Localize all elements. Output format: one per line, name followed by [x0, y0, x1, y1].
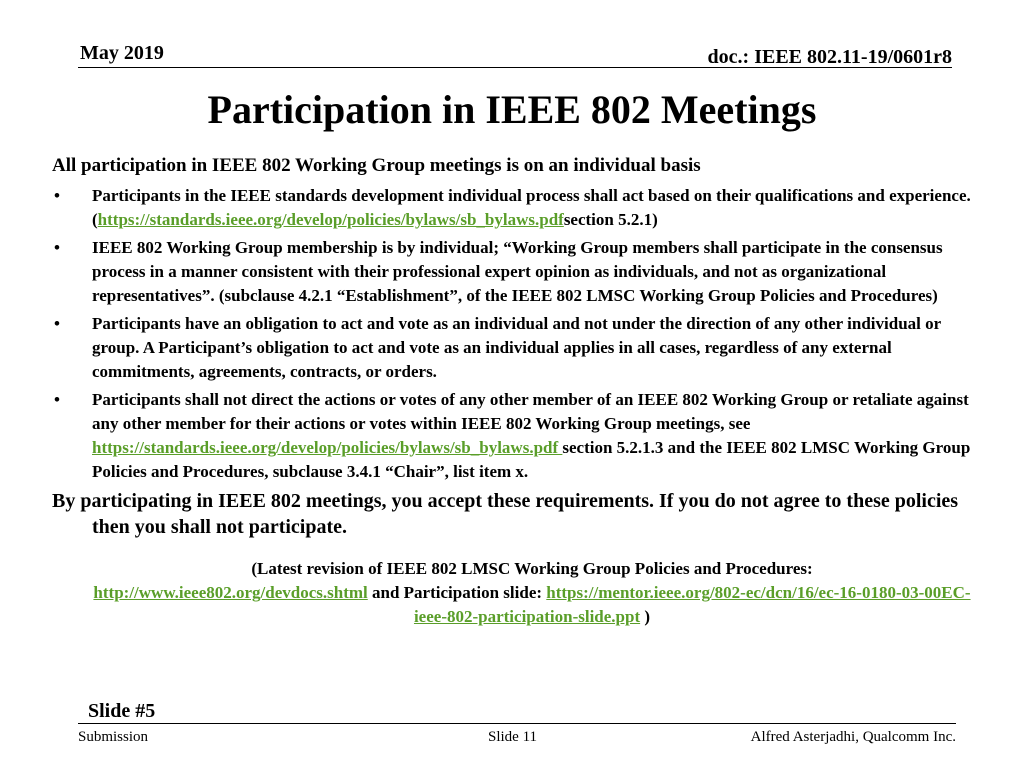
header-divider — [78, 67, 952, 68]
header-doc-id: doc.: IEEE 802.11-19/0601r8 — [707, 46, 952, 68]
footer-author: Alfred Asterjadhi, Qualcomm Inc. — [750, 729, 956, 745]
bullet-dot: • — [54, 314, 60, 333]
bullet-no-retaliation — [52, 388, 982, 484]
bullet-obligation — [52, 312, 982, 384]
slide-number-label: Slide #5 — [88, 700, 156, 722]
header-date: May 2019 — [80, 42, 164, 64]
slide-title: Participation in IEEE 802 Meetings — [207, 87, 817, 132]
bullet-membership — [52, 236, 982, 308]
bullet-dot: • — [54, 238, 60, 257]
closing-statement: By participating in IEEE 802 meetings, you accept these requirements. If you do not agree to these policies then you shall not participate. — [52, 490, 959, 538]
bullet-text: section 5.2.1.3 and the IEEE 802 LMSC Working Group Policies and Procedures, subclause 3.4.1 “Chair”, list item x. — [92, 438, 971, 481]
bullet-text: section 5.2.1) — [563, 210, 658, 229]
bullet-text: Participants in the IEEE standards development individual process shall act based on their qualifications and experience. ( — [92, 186, 971, 229]
footer-submission: Submission — [78, 729, 149, 745]
note-text: and Participation slide: — [367, 583, 547, 602]
slide-body — [52, 154, 982, 646]
bullet-dot: • — [54, 390, 60, 409]
bylaws-link[interactable]: https://standards.ieee.org/develop/policies/bylaws/sb_bylaws.pdf — [97, 210, 564, 229]
bullet-text: IEEE 802 Working Group membership is by individual; “Working Group members shall participate in the consensus process in a manner consistent with their professional expert opinion as individuals, and not as organizational representatives”. (subclause 4.2.1 “Establishment”, of the IEEE 802 LMSC Working Group Policies and Procedures) — [92, 238, 943, 305]
bylaws-link[interactable]: https://standards.ieee.org/develop/policies/bylaws/sb_bylaws.pdf — [92, 438, 563, 457]
footer-divider — [78, 723, 956, 724]
footer-slide-number: Slide 11 — [488, 729, 538, 745]
note-text: (Latest revision of IEEE 802 LMSC Working Group Policies and Procedures: — [251, 559, 813, 578]
lead-statement: All participation in IEEE 802 Working Group meetings is on an individual basis — [52, 155, 701, 176]
note-text: ) — [640, 607, 651, 626]
devdocs-link[interactable]: http://www.ieee802.org/devdocs.shtml — [93, 583, 368, 602]
bullet-qualifications — [52, 184, 982, 232]
bullet-text: Participants shall not direct the actions or votes of any other member of an IEEE 802 Working Group or retaliate against any other member for their actions or votes within IEEE 802 Working Group meetings, see — [92, 390, 969, 433]
bullet-text: Participants have an obligation to act and vote as an individual and not under the direction of any other individual or group. A Participant’s obligation to act and vote as an individual applies in all cases, regardless of any external commitments, agreements, contracts, or orders. — [92, 314, 941, 381]
revision-note — [52, 557, 982, 629]
participation-slide-link[interactable]: https://mentor.ieee.org/802-ec/dcn/16/ec-16-0180-03-00EC-ieee-802-participation-slide.ppt — [413, 583, 971, 626]
bullet-dot: • — [54, 186, 60, 205]
